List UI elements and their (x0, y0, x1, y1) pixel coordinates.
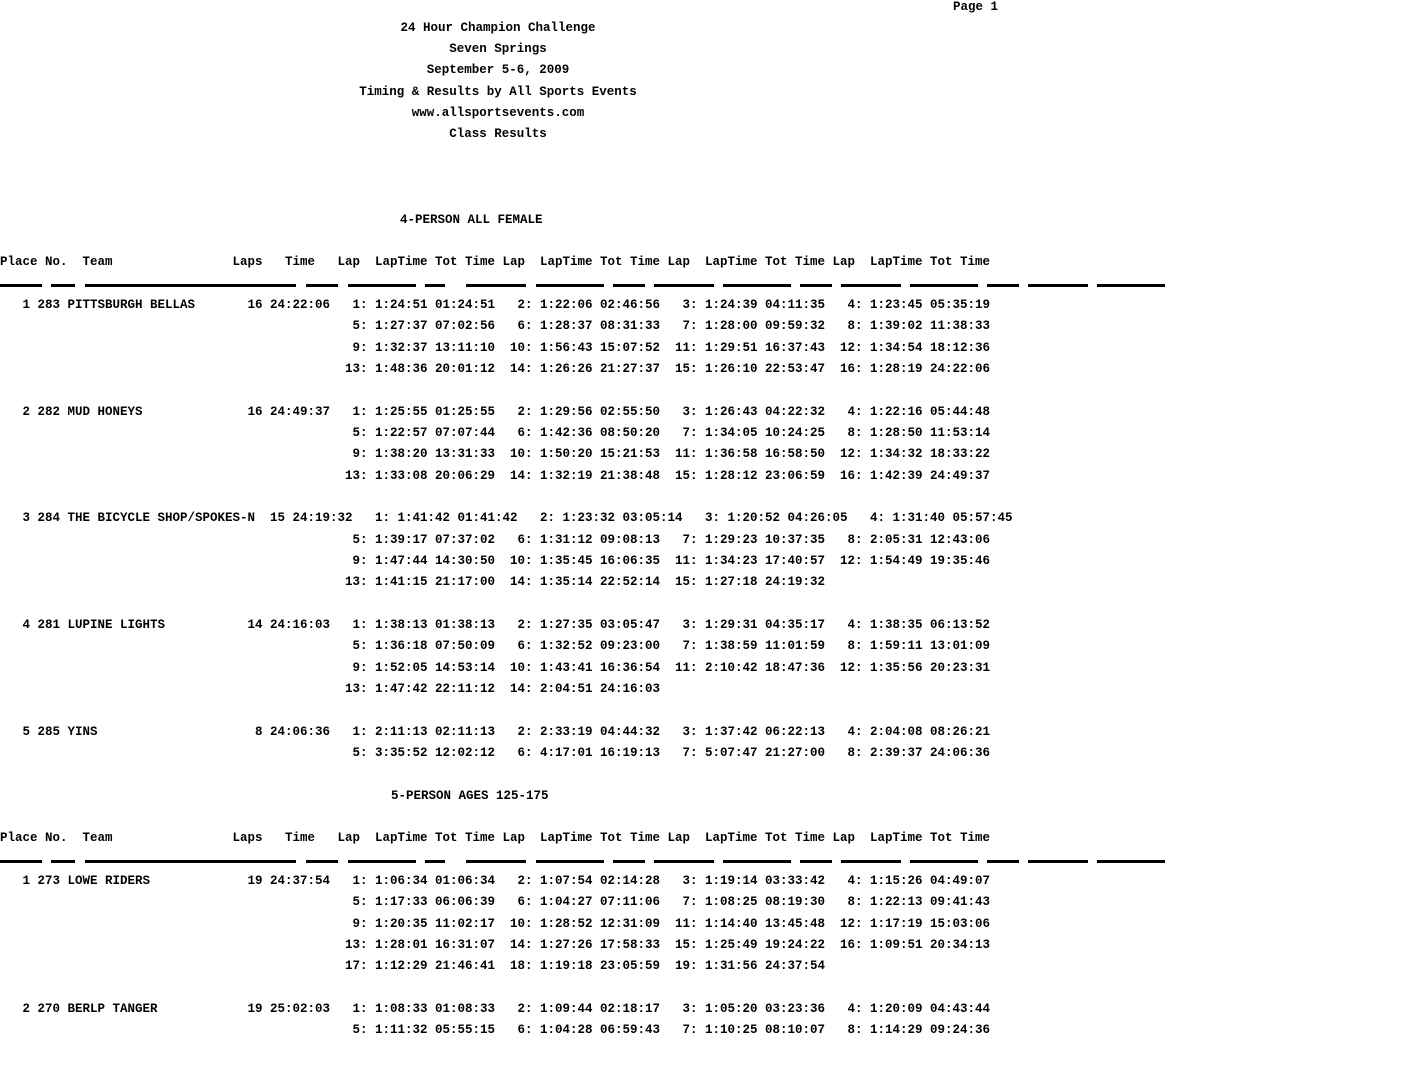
result-line: 13: 1:33:08 20:06:29 14: 1:32:19 21:38:48 15: 1:28:12 23:06:59 16: 1:42:39 24:49:37 (0, 469, 990, 483)
column-header: Place No. Team Laps Time Lap LapTime Tot Time Lap LapTime Tot Time Lap LapTime Tot Time Lap LapTime Tot Time (0, 831, 990, 845)
result-line: 2 282 MUD HONEYS 16 24:49:37 1: 1:25:55 01:25:55 2: 1:29:56 02:55:50 3: 1:26:43 04:22:32 4: 1:22:16 05:44:48 (0, 405, 990, 419)
result-line: 3 284 THE BICYCLE SHOP/SPOKES-N 15 24:19:32 1: 1:41:42 01:41:42 2: 1:23:32 03:05:14 3: 1:20:52 04:26:05 4: 1:31:40 05:57:45 (0, 511, 1013, 525)
result-line: 5: 1:36:18 07:50:09 6: 1:32:52 09:23:00 7: 1:38:59 11:01:59 8: 1:59:11 13:01:09 (0, 639, 990, 653)
result-line: 9: 1:47:44 14:30:50 10: 1:35:45 16:06:35 11: 1:34:23 17:40:57 12: 1:54:49 19:35:46 (0, 554, 990, 568)
result-line: 4 281 LUPINE LIGHTS 14 24:16:03 1: 1:38:13 01:38:13 2: 1:27:35 03:05:47 3: 1:29:31 04:35:17 4: 1:38:35 06:13:52 (0, 618, 990, 632)
section-title: 4-PERSON ALL FEMALE (400, 213, 543, 227)
event-title: 24 Hour Champion Challenge (400, 21, 596, 35)
page-number: Page 1 (953, 0, 999, 14)
venue-name: Seven Springs (449, 42, 547, 56)
event-dates: September 5-6, 2009 (426, 63, 570, 77)
result-line: 5: 3:35:52 12:02:12 6: 4:17:01 16:19:13 7: 5:07:47 21:27:00 8: 2:39:37 24:06:36 (0, 746, 990, 760)
result-line: 5: 1:11:32 05:55:15 6: 1:04:28 06:59:43 7: 1:10:25 08:10:07 8: 1:14:29 09:24:36 (0, 1023, 990, 1037)
result-line: 1 273 LOWE RIDERS 19 24:37:54 1: 1:06:34 01:06:34 2: 1:07:54 02:14:28 3: 1:19:14 03:33:42 4: 1:15:26 04:49:07 (0, 874, 990, 888)
result-line: 5: 1:17:33 06:06:39 6: 1:04:27 07:11:06 7: 1:08:25 08:19:30 8: 1:22:13 09:41:43 (0, 895, 990, 909)
result-line: 9: 1:20:35 11:02:17 10: 1:28:52 12:31:09 11: 1:14:40 13:45:48 12: 1:17:19 15:03:06 (0, 917, 990, 931)
result-line: 9: 1:52:05 14:53:14 10: 1:43:41 16:36:54 11: 2:10:42 18:47:36 12: 1:35:56 20:23:31 (0, 661, 990, 675)
website: www.allsportsevents.com (411, 106, 585, 120)
result-line: 5: 1:27:37 07:02:56 6: 1:28:37 08:31:33 7: 1:28:00 09:59:32 8: 1:39:02 11:38:33 (0, 319, 990, 333)
result-line: 1 283 PITTSBURGH BELLAS 16 24:22:06 1: 1:24:51 01:24:51 2: 1:22:06 02:46:56 3: 1:24:39 04:11:35 4: 1:23:45 05:35:19 (0, 298, 990, 312)
result-line: 9: 1:38:20 13:31:33 10: 1:50:20 15:21:53 11: 1:36:58 16:58:50 12: 1:34:32 18:33:22 (0, 447, 990, 461)
result-line: 2 270 BERLP TANGER 19 25:02:03 1: 1:08:33 01:08:33 2: 1:09:44 02:18:17 3: 1:05:20 03:23:36 4: 1:20:09 04:43:44 (0, 1002, 990, 1016)
column-header: Place No. Team Laps Time Lap LapTime Tot Time Lap LapTime Tot Time Lap LapTime Tot Time Lap LapTime Tot Time (0, 255, 990, 269)
result-line: 13: 1:28:01 16:31:07 14: 1:27:26 17:58:33 15: 1:25:49 19:24:22 16: 1:09:51 20:34:13 (0, 938, 990, 952)
report-type: Class Results (449, 127, 547, 141)
result-line: 5 285 YINS 8 24:06:36 1: 2:11:13 02:11:13 2: 2:33:19 04:44:32 3: 1:37:42 06:22:13 4: 2:04:08 08:26:21 (0, 725, 990, 739)
result-line: 17: 1:12:29 21:46:41 18: 1:19:18 23:05:59 19: 1:31:56 24:37:54 (0, 959, 825, 973)
section-title: 5-PERSON AGES 125-175 (391, 789, 549, 803)
result-line: 13: 1:47:42 22:11:12 14: 2:04:51 24:16:03 (0, 682, 660, 696)
result-line: 5: 1:22:57 07:07:44 6: 1:42:36 08:50:20 7: 1:34:05 10:24:25 8: 1:28:50 11:53:14 (0, 426, 990, 440)
result-line: 13: 1:48:36 20:01:12 14: 1:26:26 21:27:37 15: 1:26:10 22:53:47 16: 1:28:19 24:22:06 (0, 362, 990, 376)
result-line: 5: 1:39:17 07:37:02 6: 1:31:12 09:08:13 7: 1:29:23 10:37:35 8: 2:05:31 12:43:06 (0, 533, 990, 547)
result-line: 9: 1:32:37 13:11:10 10: 1:56:43 15:07:52 11: 1:29:51 16:37:43 12: 1:34:54 18:12:36 (0, 341, 990, 355)
timing-credit: Timing & Results by All Sports Events (359, 85, 637, 99)
result-line: 13: 1:41:15 21:17:00 14: 1:35:14 22:52:14 15: 1:27:18 24:19:32 (0, 575, 825, 589)
